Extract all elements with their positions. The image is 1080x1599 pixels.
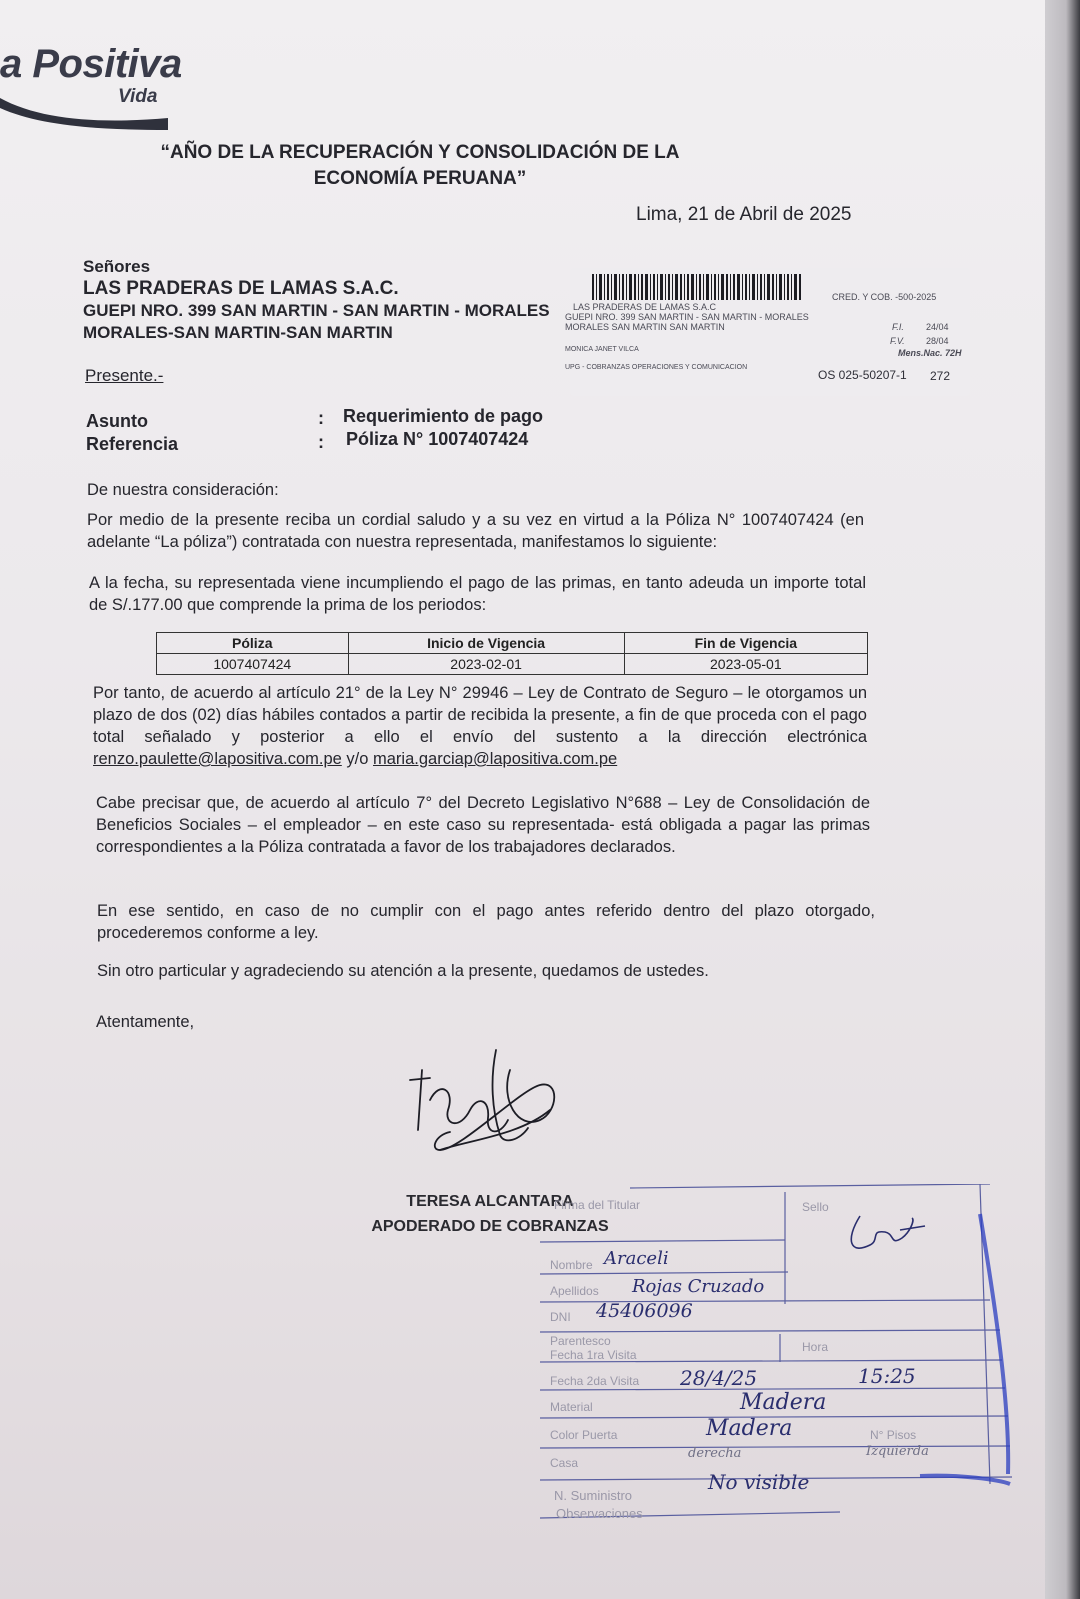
- stamp-label-fecha1: Fecha 1ra Visita: [550, 1348, 637, 1362]
- stamp-label-firma: Firma del Titular: [554, 1198, 641, 1212]
- paragraph-6: Sin otro particular y agradeciendo su atención a la presente, quedamos de ustedes.: [97, 962, 709, 980]
- paragraph-1: Por medio de la presente reciba un cordial saludo y a su vez en virtud a la Póliza N° 1007407424 (en adelante “La póliza”) contratada con nuestra representada, manifestamos lo siguiente:: [87, 511, 864, 551]
- recipient-address-1: GUEPI NRO. 399 SAN MARTIN - SAN MARTIN - MORALES: [83, 301, 550, 320]
- stamp-label-pisos: N° Pisos: [870, 1428, 917, 1442]
- greeting: De nuestra consideración:: [87, 481, 279, 499]
- background-edge: [1045, 0, 1080, 1599]
- stamp-label-suministro: N. Suministro: [554, 1488, 633, 1503]
- stamp-label-sello: Sello: [802, 1200, 829, 1214]
- label-company: LAS PRADERAS DE LAMAS S.A.C: [573, 302, 717, 312]
- label-fi-value: 24/04: [926, 322, 949, 332]
- stamp-label-casa: Casa: [550, 1456, 579, 1470]
- stamp-hw-puerta: Madera: [706, 1416, 793, 1441]
- label-area: UPG - COBRANZAS OPERACIONES Y COMUNICACION: [565, 364, 748, 371]
- cell-fin: 2023-05-01: [624, 654, 867, 675]
- stamp-hw-hora: 15:25: [858, 1364, 916, 1388]
- stamp-hw-dni: 45406096: [596, 1300, 693, 1322]
- paragraph-3-text: Por tanto, de acuerdo al artículo 21° de la Ley N° 29946 – Ley de Contrato de Seguro – le otorgamos un plazo de dos (02) días hábiles contados a partir de recibida la presente, a fin de que proceda con el pago total señalado y posterior a ello el envío del sustento a la dirección electrónica: [93, 684, 867, 746]
- email-connector: y/o: [341, 750, 373, 768]
- paragraph-3: [93, 682, 867, 770]
- stamp-signature-icon: [840, 1210, 930, 1260]
- label-fi-label: F.I.: [892, 322, 904, 332]
- stamp-label-nombre: Nombre: [550, 1258, 593, 1272]
- label-address-2: MORALES SAN MARTIN SAN MARTIN: [565, 322, 725, 332]
- barcode-icon: [592, 274, 802, 300]
- paragraph-5: En ese sentido, en caso de no cumplir con el pago antes referido dentro del plazo otorgado, procederemos conforme a ley.: [97, 902, 875, 942]
- signatory-title: APODERADO DE COBRANZAS: [371, 1218, 609, 1235]
- label-count: 272: [930, 369, 951, 383]
- label-courier: Mens.Nac. 72H: [898, 348, 962, 358]
- stamp-label-parentesco: Parentesco: [550, 1334, 611, 1348]
- cell-poliza: 1007407424: [157, 654, 349, 675]
- brand-logo: a Positiva: [0, 42, 182, 86]
- asunto-value: Requerimiento de pago: [343, 406, 544, 426]
- stamp-hw-suministro: No visible: [708, 1470, 810, 1494]
- cell-inicio: 2023-02-01: [348, 654, 624, 675]
- stamp-label-puerta: Color Puerta: [550, 1428, 618, 1442]
- stamp-label-dni: DNI: [550, 1310, 571, 1324]
- col-header-poliza: Póliza: [157, 633, 349, 654]
- brand-logo-sub: Vida: [118, 86, 158, 107]
- stamp-hw-nombre: Araceli: [604, 1248, 669, 1269]
- table-row: [157, 654, 868, 675]
- stamp-label-observaciones: Observaciones: [556, 1506, 643, 1521]
- stamp-hw-izquierda: Izquierda: [866, 1444, 929, 1459]
- recipient-address-2: MORALES-SAN MARTIN-SAN MARTIN: [83, 323, 393, 342]
- stamp-hw-apellidos: Rojas Cruzado: [632, 1276, 765, 1297]
- paragraph-4: Cabe precisar que, de acuerdo al artículo 7° del Decreto Legislativo N°688 – Ley de Consolidación de Beneficios Sociales – el empleador – en este caso su representada- está obligada a pagar las primas correspondientes a la Póliza contratada a favor de los trabajadores declarados.: [96, 794, 870, 856]
- asunto-label: Asunto: [86, 411, 148, 431]
- label-fv-value: 28/04: [926, 336, 949, 346]
- col-header-inicio: Inicio de Vigencia: [348, 633, 624, 654]
- receipt-stamp: [540, 1184, 1030, 1524]
- recipient-block: [83, 256, 550, 344]
- date-line: Lima, 21 de Abril de 2025: [636, 204, 852, 225]
- label-fv-label: F.V.: [890, 336, 905, 346]
- paragraph-2: A la fecha, su representada viene incumpliendo el pago de las primas, en tanto adeuda un importe total de S/.177.00 que comprende la prima de los periodos:: [89, 574, 866, 614]
- presente: Presente.-: [85, 366, 164, 385]
- recipient-company: LAS PRADERAS DE LAMAS S.A.C.: [83, 278, 399, 299]
- label-person: MONICA JANET VILCA: [565, 346, 639, 353]
- email-link-maria[interactable]: maria.garciap@lapositiva.com.pe: [373, 750, 618, 768]
- referencia-colon: :: [318, 432, 324, 452]
- stamp-label-hora: Hora: [802, 1340, 829, 1354]
- policy-table: [156, 632, 868, 675]
- logo-swoosh-icon: [0, 96, 170, 132]
- asunto-colon: :: [318, 408, 324, 428]
- stamp-hw-fecha: 28/4/25: [680, 1366, 758, 1390]
- closing: Atentamente,: [96, 1013, 195, 1031]
- shipping-label: [565, 268, 970, 396]
- stamp-label-material: Material: [550, 1400, 593, 1414]
- email-link-renzo[interactable]: renzo.paulette@lapositiva.com.pe: [93, 750, 342, 768]
- year-motto: “AÑO DE LA RECUPERACIÓN Y CONSOLIDACIÓN DE LA ECONOMÍA PERUANA”: [160, 142, 680, 189]
- label-address-1: GUEPI NRO. 399 SAN MARTIN - SAN MARTIN - MORALES: [565, 312, 809, 322]
- referencia-label: Referencia: [86, 434, 179, 454]
- referencia-value: Póliza N° 1007407424: [346, 429, 529, 449]
- label-cred: CRED. Y COB. -500-2025: [832, 292, 937, 302]
- signatory-name: TERESA ALCANTARA: [406, 1193, 574, 1210]
- table-header-row: [157, 633, 868, 654]
- stamp-label-apellidos: Apellidos: [550, 1284, 599, 1298]
- stamp-hw-material: Madera: [740, 1390, 827, 1415]
- salutation: Señores: [83, 257, 151, 276]
- stamp-hw-derecha: derecha: [688, 1446, 742, 1461]
- label-os: OS 025-50207-1: [818, 368, 907, 382]
- signature-icon: [400, 1040, 570, 1170]
- col-header-fin: Fin de Vigencia: [624, 633, 867, 654]
- stamp-label-fecha2: Fecha 2da Visita: [550, 1374, 640, 1388]
